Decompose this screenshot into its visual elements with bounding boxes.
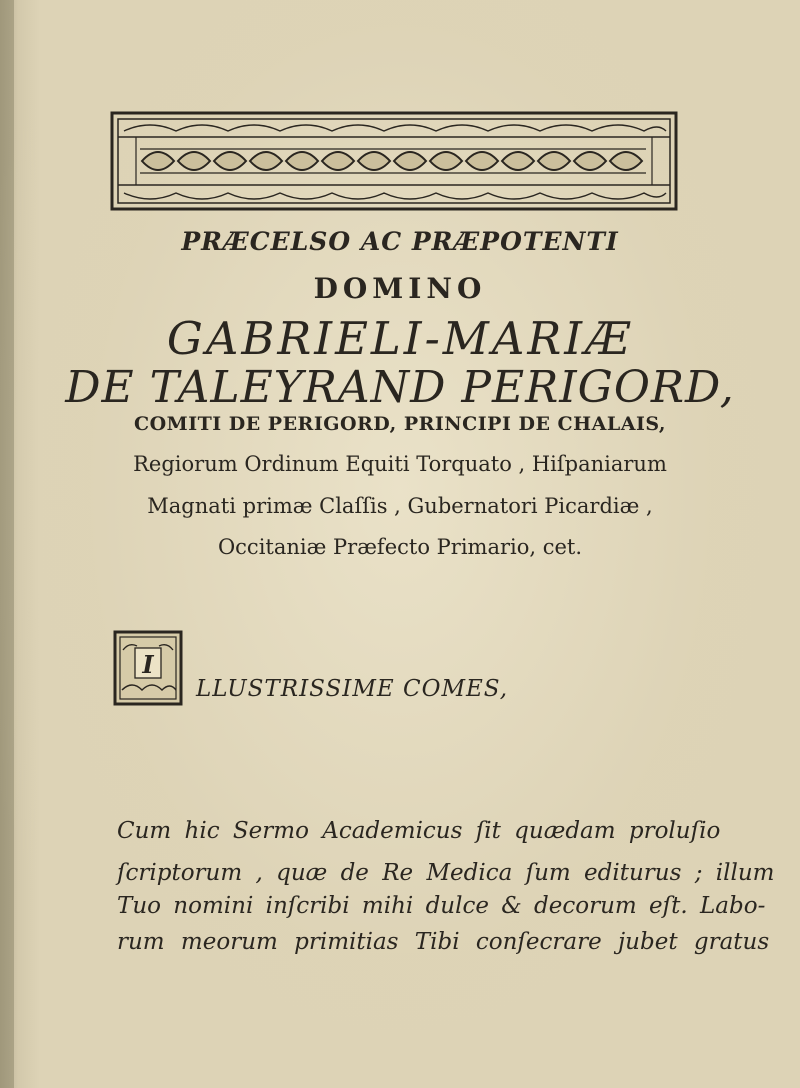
dedication-line-3: GABRIELI-MARIÆ: [166, 312, 634, 365]
dedication-line-5: COMITI DE PERIGORD, PRINCIPI DE CHALAIS,: [133, 413, 667, 435]
body-line-3: Tuo nomini inſcribi mihi dulce & decorum eſt. Labo-: [117, 893, 766, 919]
decorated-initial: [113, 630, 183, 706]
initial-letter: I: [142, 650, 154, 679]
dedication-line-6: Regiorum Ordinum Equiti Torquato , Hiſpaniarum: [133, 452, 667, 476]
dedication-line-2: DOMINO: [313, 272, 487, 305]
dedication-line-4: DE TALEYRAND PERIGORD,: [65, 362, 735, 413]
body-line-2: ſcriptorum , quæ de Re Medica ſum editurus ; illum: [117, 860, 775, 886]
body-line-1: Cum hic Sermo Academicus ſit quædam proluſio: [117, 818, 721, 844]
body-line-4: rum meorum primitias Tibi conſecrare jubet gratus: [117, 929, 770, 955]
dedication-line-8: Occitaniæ Præfecto Primario, cet.: [217, 535, 583, 559]
ornamental-frieze: [110, 111, 678, 211]
salutation: LLUSTRISSIME COMES,: [196, 676, 509, 702]
dedication-line-7: Magnati primæ Claſſis , Gubernatori Picardiæ ,: [147, 494, 653, 518]
dedication-line-1: PRÆCELSO AC PRÆPOTENTI: [181, 227, 619, 256]
